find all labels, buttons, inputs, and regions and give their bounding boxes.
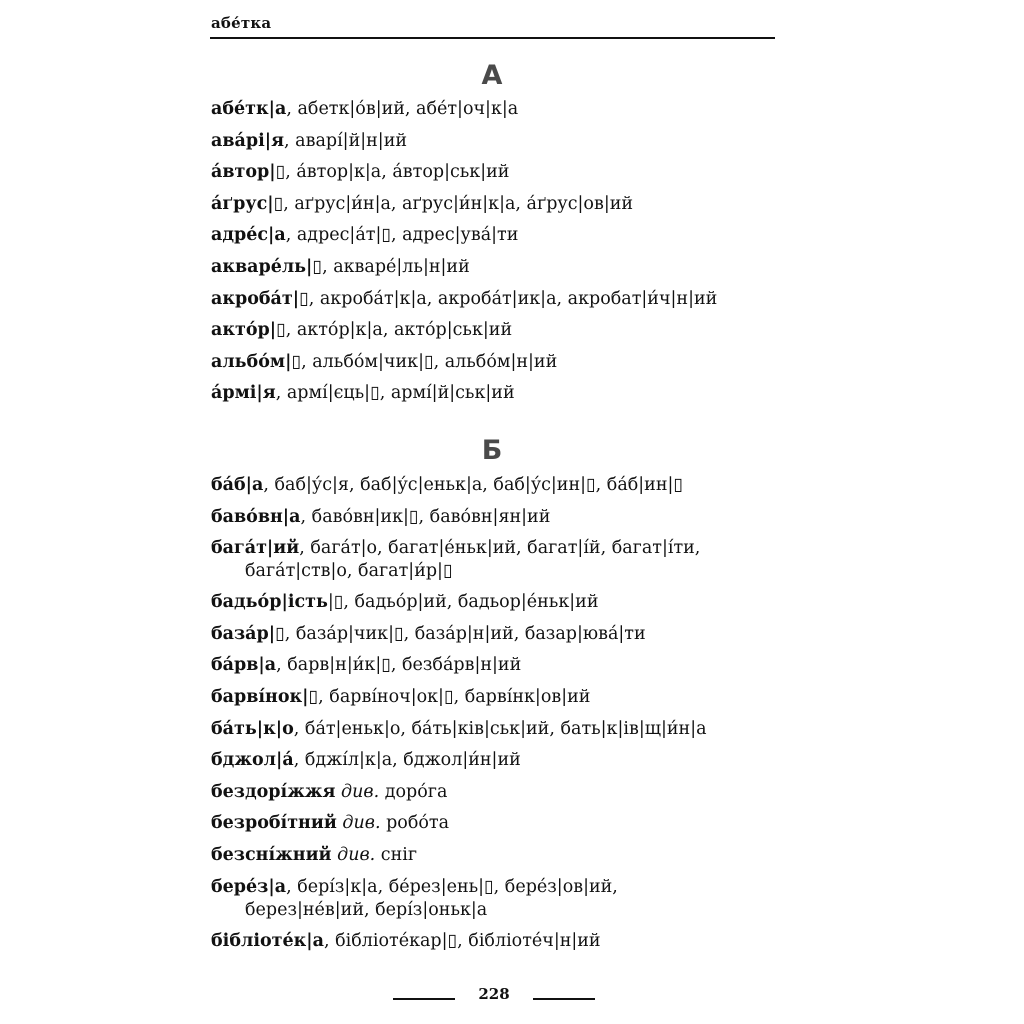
dictionary-entry	[211, 682, 811, 714]
header-rule	[210, 37, 775, 39]
dictionary-entry	[211, 619, 811, 651]
headword: бадьо́р|ість	[211, 592, 328, 613]
headword: бездорі́жжя	[211, 781, 336, 802]
derivatives: , акто́р|к|а, акто́р|ськ|ий	[285, 320, 513, 341]
derivatives: , аґрус|и́н|а, аґрус|и́н|к|а, а́ґрус|ов|ий	[283, 193, 634, 214]
derivatives: , ба́т|еньк|о, ба́ть|ків|ськ|ий, бать|к|ів|щ|и́н|а	[293, 718, 707, 739]
dictionary-entry	[211, 252, 811, 284]
dictionary-entry	[211, 220, 811, 252]
derivatives: , баво́вн|ик|▯, баво́вн|ян|ий	[300, 506, 551, 527]
section-letter-b: Б	[481, 435, 504, 466]
headword: абе́тк|а	[211, 99, 287, 119]
derivatives: , барв|н|и́к|▯, безба́рв|н|ий	[276, 655, 522, 676]
dictionary-entry	[211, 533, 811, 587]
derivatives: , база́р|чик|▯, база́р|н|ий, базар|юва́|ти	[284, 623, 646, 644]
headword: бере́з|а	[211, 876, 287, 897]
dictionary-entry	[211, 840, 811, 872]
derivatives: , барві́ноч|ок|▯, барві́нк|ов|ий	[318, 686, 591, 707]
dictionary-entry	[211, 714, 811, 746]
headword: бібліоте́к|а	[211, 930, 324, 951]
headword: а́рмі|я	[211, 383, 276, 404]
page-number: 228	[478, 985, 510, 1003]
derivatives: , бібліоте́кар|▯, бібліоте́ч|н|ий	[323, 930, 601, 951]
derivatives: , альбо́м|чик|▯, альбо́м|н|ий	[301, 351, 558, 372]
dictionary-entry	[211, 587, 811, 619]
derivatives: |▯, бадьо́р|ий, бадьор|е́ньк|ий	[327, 592, 599, 613]
derivatives-continued: бага́т|ств|о, багат|и́р|▯	[245, 561, 453, 582]
cross-reference-mark: див.	[337, 844, 376, 865]
cross-reference-mark: див.	[342, 813, 381, 834]
cross-reference-target: сніг	[375, 844, 418, 865]
cross-reference-target: робо́та	[380, 813, 450, 834]
headword: ава́рі|я	[211, 130, 285, 151]
dictionary-entry	[211, 926, 811, 958]
cross-reference-mark: див.	[341, 781, 380, 802]
dictionary-entry	[211, 650, 811, 682]
cross-reference-target: доро́га	[379, 781, 448, 802]
derivatives: , абетк|о́в|ий, абе́т|оч|к|а	[286, 99, 519, 119]
headword: а́втор|▯	[211, 162, 286, 183]
derivatives: , бджі́л|к|а, бджол|и́н|ий	[293, 750, 521, 771]
derivatives: , адрес|а́т|▯, адрес|ува́|ти	[285, 225, 519, 246]
derivatives: , акроба́т|к|а, акроба́т|ик|а, акробат|и́ч|н|ий	[308, 288, 718, 309]
dictionary-entry	[211, 126, 811, 158]
headword: бага́т|ий	[211, 538, 300, 559]
headword: ба́рв|а	[211, 655, 277, 676]
dictionary-entry	[211, 502, 811, 534]
dictionary-entry	[211, 94, 811, 126]
headword: акто́р|▯	[211, 320, 286, 341]
section-letter-a: А	[481, 60, 504, 91]
dictionary-entry	[211, 872, 811, 926]
dictionary-entry	[211, 347, 811, 379]
headword: акроба́т|▯	[211, 288, 309, 309]
headword: а́ґрус|▯	[211, 193, 284, 214]
derivatives: , бері́з|к|а, бе́рез|ень|▯, бере́з|ов|ий,	[286, 876, 618, 897]
dictionary-entry	[211, 189, 811, 221]
derivatives-continued: берез|не́в|ий, бері́з|оньк|а	[245, 899, 488, 920]
headword: бджол|а́	[211, 750, 294, 771]
dictionary-entry	[211, 777, 811, 809]
entry-list-b	[211, 470, 811, 957]
dictionary-entry	[211, 315, 811, 347]
headword: альбо́м|▯	[211, 351, 302, 372]
headword: безсні́жний	[211, 844, 332, 865]
headword: барві́нок|▯	[211, 686, 319, 707]
running-head: абе́тка	[211, 14, 272, 32]
derivatives: , баб|у́с|я, баб|у́с|еньк|а, баб|у́с|ин|▯, ба́б|ин|▯	[263, 475, 684, 495]
headword: акваре́ль|▯	[211, 256, 323, 277]
headword: безробі́тний	[211, 813, 337, 834]
dictionary-entry	[211, 157, 811, 189]
entry-list-a	[211, 94, 811, 410]
derivatives: , армі́|єць|▯, армі́|й|ськ|ий	[275, 383, 515, 404]
footer-rule-left	[393, 998, 455, 1000]
page-footer	[393, 985, 603, 1007]
headword: баво́вн|а	[211, 506, 301, 527]
footer-rule-right	[533, 998, 595, 1000]
derivatives: , а́втор|к|а, а́втор|ськ|ий	[285, 162, 510, 183]
dictionary-entry	[211, 808, 811, 840]
dictionary-entry	[211, 745, 811, 777]
dictionary-entry	[211, 378, 811, 410]
derivatives: , аварі́|й|н|ий	[284, 130, 408, 151]
derivatives: , акваре́|ль|н|ий	[322, 256, 470, 277]
derivatives: , бага́т|о, багат|е́ньк|ий, багат|і́й, багат|і́ти,	[299, 538, 701, 559]
dictionary-entry	[211, 284, 811, 316]
headword: база́р|▯	[211, 623, 285, 644]
headword: адре́с|а	[211, 225, 286, 246]
dictionary-entry	[211, 470, 811, 502]
headword: ба́ть|к|о	[211, 718, 294, 739]
headword: ба́б|а	[211, 475, 264, 495]
